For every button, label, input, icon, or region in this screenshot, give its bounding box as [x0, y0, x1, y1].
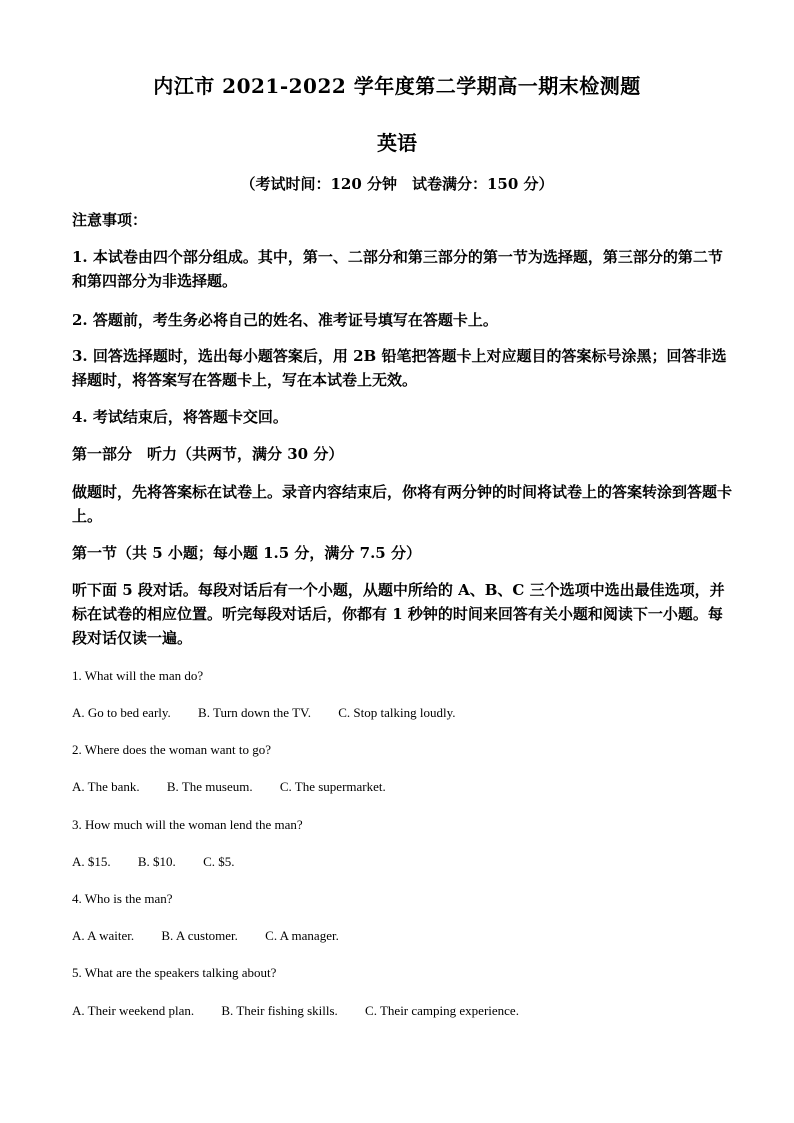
page-title: 内江市 2021-2022 学年度第二学期高一期末检测题 [153, 74, 641, 98]
exam-info: （考试时间：120 分钟 试卷满分：150 分） [240, 175, 554, 193]
question-2-option-c: C. The supermarket. [279, 779, 386, 794]
part1-instruction: 做题时，先将答案标在试卷上。录音内容结束后，你将有两分钟的时间将试卷上的答案转涂到答题卡上。 [72, 483, 733, 525]
section1-instruction: 听下面 5 段对话。每段对话后有一个小题，从题中所给的 A、B、C 三个选项中选出最佳选项，并标在试卷的相应位置。听完每段对话后，你都有 1 秒钟的时间来回答有关小题和阅读下一小题。每段对话仅读一遍。 [72, 581, 725, 647]
question-3-option-c: C. $5. [203, 854, 235, 869]
question-2-stem: 2. Where does the woman want to go? [72, 742, 272, 757]
question-5-option-c: C. Their camping experience. [365, 1003, 519, 1018]
notice-item-3: 3. 回答选择题时，选出每小题答案后，用 2B 铅笔把答题卡上对应题目的答案标号涂黑；回答非选择题时，将答案写在答题卡上，写在本试卷上无效。 [72, 347, 727, 389]
question-5-stem: 5. What are the speakers talking about? [72, 965, 277, 980]
question-4-stem: 4. Who is the man? [72, 891, 173, 906]
question-4-option-c: C. A manager. [265, 928, 339, 943]
question-1-option-c: C. Stop talking loudly. [338, 705, 456, 720]
question-4-option-a: A. A waiter. [72, 928, 135, 943]
question-3-option-b: B. $10. [137, 854, 176, 869]
part1-heading: 第一部分 听力（共两节，满分 30 分） [72, 445, 344, 463]
question-2-options [72, 778, 732, 796]
notice-heading: 注意事项： [72, 211, 148, 229]
question-2-option-a: A. The bank. [72, 779, 140, 794]
question-1-options [72, 704, 732, 722]
notice-item-2: 2. 答题前，考生务必将自己的姓名、准考证号填写在答题卡上。 [72, 311, 498, 329]
question-4-options [72, 927, 732, 945]
question-3-stem: 3. How much will the woman lend the man? [72, 817, 303, 832]
question-3-options [72, 853, 732, 871]
question-1-option-b: B. Turn down the TV. [198, 705, 311, 720]
question-5-option-a: A. Their weekend plan. [72, 1003, 195, 1018]
question-2-option-b: B. The museum. [166, 779, 253, 794]
question-5-options [72, 1002, 732, 1020]
question-4-option-b: B. A customer. [161, 928, 238, 943]
question-3-option-a: A. $15. [72, 854, 111, 869]
notice-item-4: 4. 考试结束后，将答题卡交回。 [72, 408, 288, 426]
question-1-option-a: A. Go to bed early. [72, 705, 171, 720]
section1-heading: 第一节（共 5 小题；每小题 1.5 分，满分 7.5 分） [72, 544, 421, 562]
notice-item-1: 1. 本试卷由四个部分组成。其中，第一、二部分和第三部分的第一节为选择题，第三部分的第二节和第四部分为非选择题。 [72, 248, 723, 290]
question-5-option-b: B. Their fishing skills. [221, 1003, 338, 1018]
question-1-stem: 1. What will the man do? [72, 668, 204, 683]
subject-title: 英语 [377, 131, 417, 155]
